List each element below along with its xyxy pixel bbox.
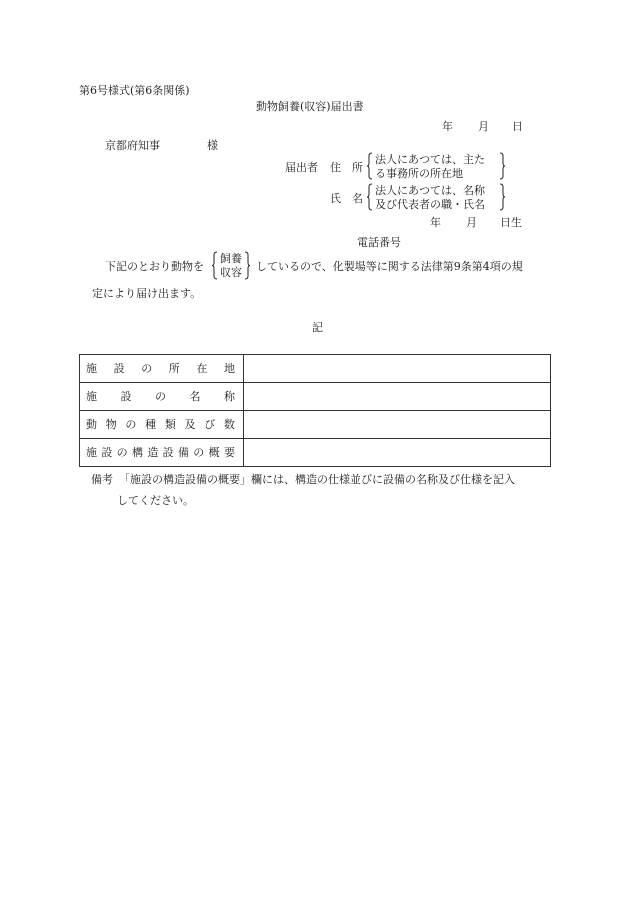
- label-char: 所: [168, 362, 180, 375]
- left-brace-icon: [366, 152, 373, 180]
- row-value[interactable]: [244, 355, 551, 383]
- label-char: 要: [223, 446, 235, 459]
- address-note-line2: る事務所の所在地: [375, 167, 463, 180]
- left-brace-icon: [211, 251, 218, 280]
- label-char: の: [155, 390, 166, 403]
- row-label: [80, 411, 244, 439]
- label-char: 設: [101, 446, 113, 459]
- addressee-honorific: 様: [207, 139, 218, 152]
- animal-choice-bracket: [211, 251, 251, 280]
- address-note-line1: 法人にあつては、主た: [375, 153, 485, 166]
- label-char: 設: [162, 446, 174, 459]
- label-char: 名: [189, 390, 201, 403]
- row-label: [80, 383, 244, 411]
- remarks-label: 備考: [91, 473, 113, 486]
- address-note-bracket: [366, 152, 506, 180]
- right-brace-icon: [499, 183, 506, 211]
- body-suffix: しているので、化製場等に関する法律第9条第4項の規: [256, 260, 523, 273]
- choice-shuuyou: 収容: [220, 266, 242, 279]
- row-value[interactable]: [244, 439, 551, 467]
- right-brace-icon: [244, 251, 251, 280]
- table-row: [80, 411, 551, 439]
- birth-day: 日生: [500, 216, 522, 229]
- label-char: 施: [86, 446, 97, 459]
- form-number: 第6号様式(第6条関係): [79, 84, 190, 97]
- label-char: 類: [164, 418, 176, 431]
- label-char: 物: [105, 418, 117, 431]
- name-note-line1: 法人にあつては、名称: [375, 184, 485, 197]
- label-char: 及: [184, 418, 196, 431]
- choice-shiyou: 飼養: [220, 252, 242, 265]
- label-char: 在: [196, 362, 208, 375]
- left-brace-icon: [366, 183, 373, 211]
- label-char: の: [141, 362, 153, 375]
- name-note-bracket: [366, 183, 506, 211]
- birth-month: 月: [466, 216, 477, 229]
- name-label: 氏 名: [330, 192, 363, 205]
- label-char: の: [125, 418, 137, 431]
- label-char: の: [116, 446, 128, 459]
- date-year: 年: [442, 120, 453, 133]
- table-row: [80, 355, 551, 383]
- label-char: 数: [223, 418, 235, 431]
- remarks-line2: してください。: [117, 494, 194, 507]
- label-char: 地: [223, 362, 235, 375]
- ki-heading: 記: [312, 321, 323, 334]
- remarks-line1: 「施設の構造設備の概要」欄には、構造の仕様並びに設備の名称及び仕様を記入: [119, 473, 515, 486]
- date-month: 月: [478, 120, 489, 133]
- body-prefix: 下記のとおり動物を: [105, 260, 204, 273]
- label-char: の: [193, 446, 205, 459]
- right-brace-icon: [499, 152, 506, 180]
- body-line2: 定により届け出ます。: [92, 287, 202, 300]
- phone-label: 電話番号: [357, 236, 401, 249]
- table-row: [80, 439, 551, 467]
- addressee-name: 京都府知事: [105, 139, 160, 152]
- document-title: 動物飼養(収容)届出書: [256, 100, 364, 113]
- table-row: [80, 383, 551, 411]
- label-char: 施: [86, 390, 97, 403]
- label-char: 動: [86, 418, 97, 431]
- label-char: 称: [224, 390, 235, 403]
- label-char: 造: [147, 446, 159, 459]
- label-char: 種: [145, 418, 157, 431]
- birth-year: 年: [430, 216, 441, 229]
- label-char: 施: [86, 362, 97, 375]
- notifier-label: 届出者: [285, 161, 318, 174]
- label-char: 設: [120, 390, 132, 403]
- label-char: び: [204, 418, 216, 431]
- row-label: [80, 439, 244, 467]
- label-char: 概: [208, 446, 220, 459]
- name-note-line2: 及び代表者の職・氏名: [375, 198, 485, 211]
- label-char: 構: [131, 446, 143, 459]
- label-char: 備: [177, 446, 189, 459]
- facility-table: [79, 354, 551, 467]
- row-value[interactable]: [244, 411, 551, 439]
- date-day: 日: [512, 120, 523, 133]
- address-label: 住 所: [330, 161, 363, 174]
- label-char: 設: [113, 362, 125, 375]
- row-label: [80, 355, 244, 383]
- row-value[interactable]: [244, 383, 551, 411]
